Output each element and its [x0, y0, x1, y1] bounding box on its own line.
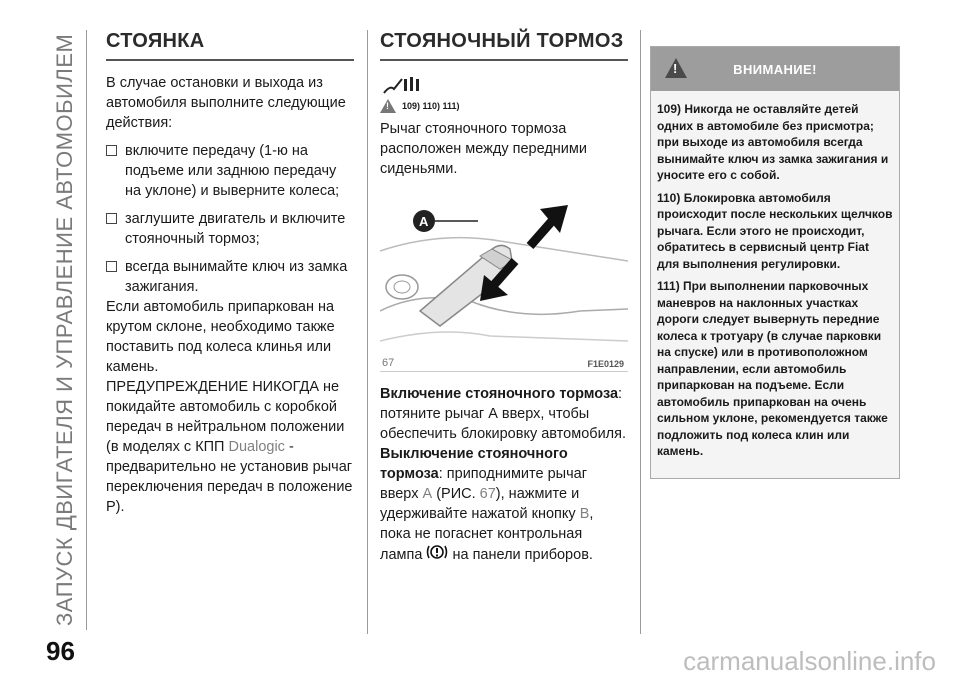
- list-item-text: заглушите двигатель и включите стояночный тормоз;: [125, 211, 346, 247]
- figure-code: F1E0129: [587, 359, 624, 369]
- warning-box-column: [650, 46, 900, 479]
- list-item: [106, 209, 354, 249]
- figure-label-a: A: [419, 214, 429, 229]
- list-item: [106, 257, 354, 297]
- warning-note: 110) Блокировка автомобиля происходит после нескольких щелчков рычага. Если этого не происходит, обратитесь в сервисный центр Fiat для выполнения регулировки.: [657, 190, 893, 271]
- parking-brake-figure: [380, 191, 628, 372]
- list-item-text: всегда вынимайте ключ из замка зажигания.: [125, 259, 348, 295]
- warning-box-body: [651, 91, 899, 478]
- warning-paragraph: [106, 377, 354, 517]
- dualogic-term: Dualogic: [228, 439, 285, 455]
- warning-text-a: ПРЕДУПРЕЖДЕНИЕ НИКОГДА не покидайте автомобиль с коробкой передач в нейтральном положении (в моделях с КПП: [106, 379, 345, 455]
- checkbox-bullet-icon: [106, 145, 117, 156]
- figure-ref-label: РИС.: [441, 486, 476, 502]
- warning-note: 109) Никогда не оставляйте детей одних в автомобиле без присмотра; при выходе из автомобиля всегда вынимайте ключ из замка зажигания и уносите его с собой.: [657, 102, 889, 182]
- chapter-sidebar-title: ЗАПУСК ДВИГАТЕЛЯ И УПРАВЛЕНИЕ АВТОМОБИЛЕМ: [52, 33, 77, 627]
- warning-icon: !: [380, 99, 396, 113]
- warning-text-c: - предварительно не установив рычаг переключения передач в положение Р).: [106, 439, 353, 515]
- list-item: [106, 141, 354, 201]
- release-text-2: (: [432, 486, 442, 502]
- engage-text: : потяните рычаг А вверх, чтобы обеспечить блокировку автомобиля.: [380, 386, 627, 442]
- list-item-text: включите передачу (1-ю на подъеме или заднюю передачу на уклоне) и выверните колеса;: [125, 143, 340, 199]
- figure-ref-number: 67: [475, 486, 496, 502]
- watermark-url: carmanualsonline.info: [683, 646, 936, 676]
- parking-brake-title: СТОЯНОЧНЫЙ ТОРМОЗ: [380, 30, 628, 61]
- release-ref-a: А: [422, 486, 433, 502]
- warning-box-title: ВНИМАНИЕ!: [733, 61, 817, 77]
- lever-location-text: Рычаг стояночного тормоза расположен между передними сиденьями.: [380, 121, 587, 177]
- release-heading: Выключение стояночного тормоза: [380, 446, 568, 482]
- parking-brake-illustration: [380, 191, 628, 371]
- parking-brake-section: [380, 30, 628, 566]
- warning-box: [650, 46, 900, 479]
- warning-refs: 109) 110) 111): [402, 101, 460, 111]
- column-divider-1: [367, 30, 368, 634]
- release-text-5: на панели приборов.: [448, 546, 593, 563]
- parking-intro: В случае остановки и выхода из автомобиля выполните следующие действия:: [106, 75, 346, 131]
- parking-title: СТОЯНКА: [106, 30, 354, 61]
- sidebar-divider: [86, 30, 87, 630]
- release-paragraph: [380, 444, 628, 566]
- slope-paragraph: Если автомобиль припаркован на крутом склоне, необходимо также поставить под колеса клинья или камень.: [106, 299, 335, 375]
- warning-refs-row: [380, 99, 628, 113]
- figure-number: 67: [382, 357, 395, 369]
- engage-paragraph: [380, 384, 628, 444]
- release-text-4: , пока не погаснет контрольная лампа: [380, 506, 594, 563]
- hand-lever-symbol-icon: [380, 75, 628, 97]
- release-text-3: ), нажмите и удерживайте нажатой кнопку: [380, 486, 580, 522]
- checkbox-bullet-icon: [106, 213, 117, 224]
- page-number: 96: [46, 636, 75, 666]
- release-text-1: : приподнимите рычаг вверх: [380, 466, 587, 502]
- checkbox-bullet-icon: [106, 261, 117, 272]
- warning-box-header: [651, 47, 899, 91]
- brake-warning-lamp-icon: [426, 544, 448, 566]
- warning-note: 111) При выполнении парковочных маневров на наклонных участках дороги следует вывернуть передние колеса к тротуару (в случае парковки на спуске) или в противоположном направлении, если автомобиль припаркован на подъеме. Если автомобиль припаркован на очень сильном уклоне, рекомендуется также подложить под колеса клин или камень.: [657, 279, 888, 458]
- warning-triangle-icon: !: [665, 58, 687, 78]
- engage-heading: Включение стояночного тормоза: [380, 386, 619, 402]
- release-ref-b: B: [579, 506, 590, 522]
- column-divider-2: [640, 30, 641, 634]
- parking-section: [106, 30, 354, 517]
